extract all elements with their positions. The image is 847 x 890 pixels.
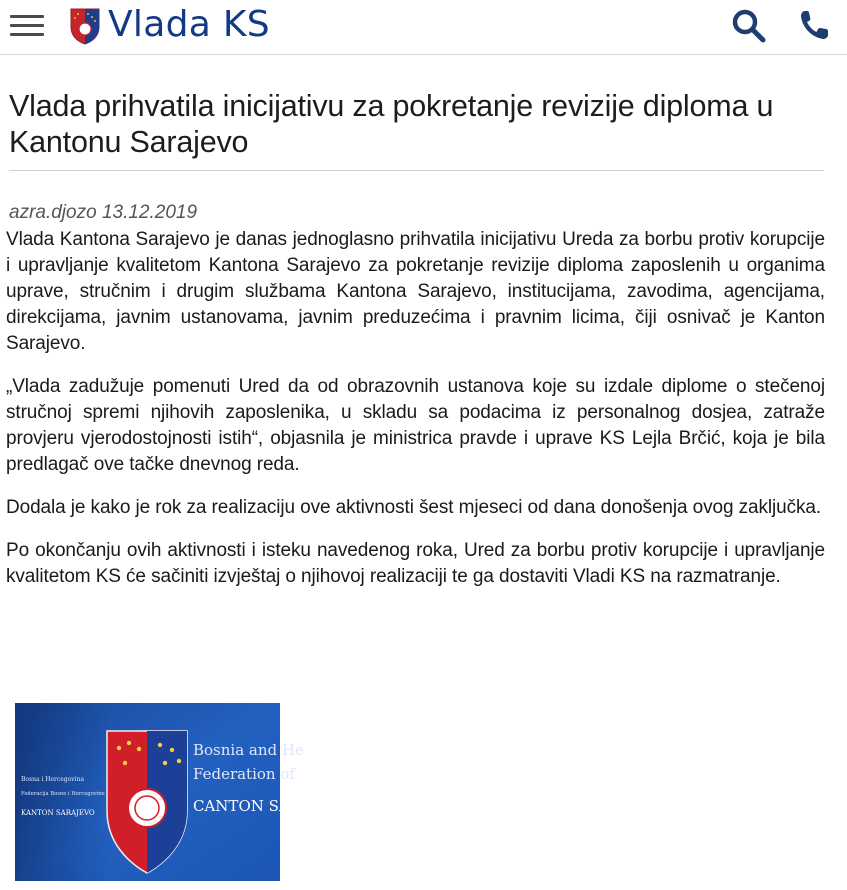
article-meta (9, 202, 197, 224)
photo-plaque-right-line: Federation of (193, 765, 295, 783)
photo-plaque-right-line: CANTON SA (193, 797, 290, 815)
phone-icon[interactable] (798, 8, 830, 42)
photo-plaque-left-line: Bosna i Hercegovina (21, 776, 85, 783)
article-title: Vlada prihvatila inicijativu za pokretanje revizije diploma u Kantonu Sarajevo (9, 89, 774, 159)
top-navigation-bar (0, 0, 847, 55)
site-brand-name[interactable]: Vlada KS (108, 4, 270, 45)
photo-plaque-right-line: Bosnia and He (193, 741, 304, 759)
article-paragraph: Dodala je kako je rok za realizaciju ove aktivnosti šest mjeseci od dana donošenja ovog zaključka. (6, 497, 822, 518)
article-paragraph: Po okončanju ovih aktivnosti i isteku navedenog roka, Ured za borbu protiv korupcije i upravljanje kvalitetom KS će sačiniti izvještaj o njihovoj realizaciji te ga dostaviti Vladi KS na razmatranje. (6, 540, 825, 587)
photo-plaque-left-line: Federacija Bosne i Hercegovine (21, 791, 105, 797)
article-paragraph: Vlada Kantona Sarajevo je danas jednoglasno prihvatila inicijativu Ureda za borbu protiv korupcije i upravljanje kvalitetom Kantona Sarajevo za pokretanje revizije diploma zaposlenih u organima uprave, stručnim i drugim službama Kantona Sarajevo, institucijama, zavodima, agencijama, direkcijama, javnim ustanovama, javnim preduzećima i pravnim licima, čiji osnivač je Kanton Sarajevo. (6, 229, 825, 354)
hamburger-menu-icon[interactable] (10, 13, 44, 39)
photo-plaque-left-line: KANTON SARAJEVO (21, 809, 95, 817)
article-photo-canton-emblem[interactable] (15, 703, 304, 881)
title-divider (9, 170, 824, 171)
article-author[interactable]: azra.djozo (9, 202, 97, 223)
article-body (6, 227, 825, 607)
canton-shield-icon[interactable] (70, 8, 100, 45)
article-paragraph: „Vlada zadužuje pomenuti Ured da od obrazovnih ustanova koje su izdale diplome o stečenoj stručnoj spremi njihovih zaposlenika, u skladu sa podacima iz personalnog dosjea, zatraže provjeru vjerodostojnosti istih“, objasnila je ministrica pravde i uprave KS Lejla Brčić, koja je bila predlagač ove tačke dnevnog reda. (6, 376, 825, 475)
article-date: 13.12.2019 (101, 202, 198, 223)
search-icon[interactable] (731, 8, 767, 44)
